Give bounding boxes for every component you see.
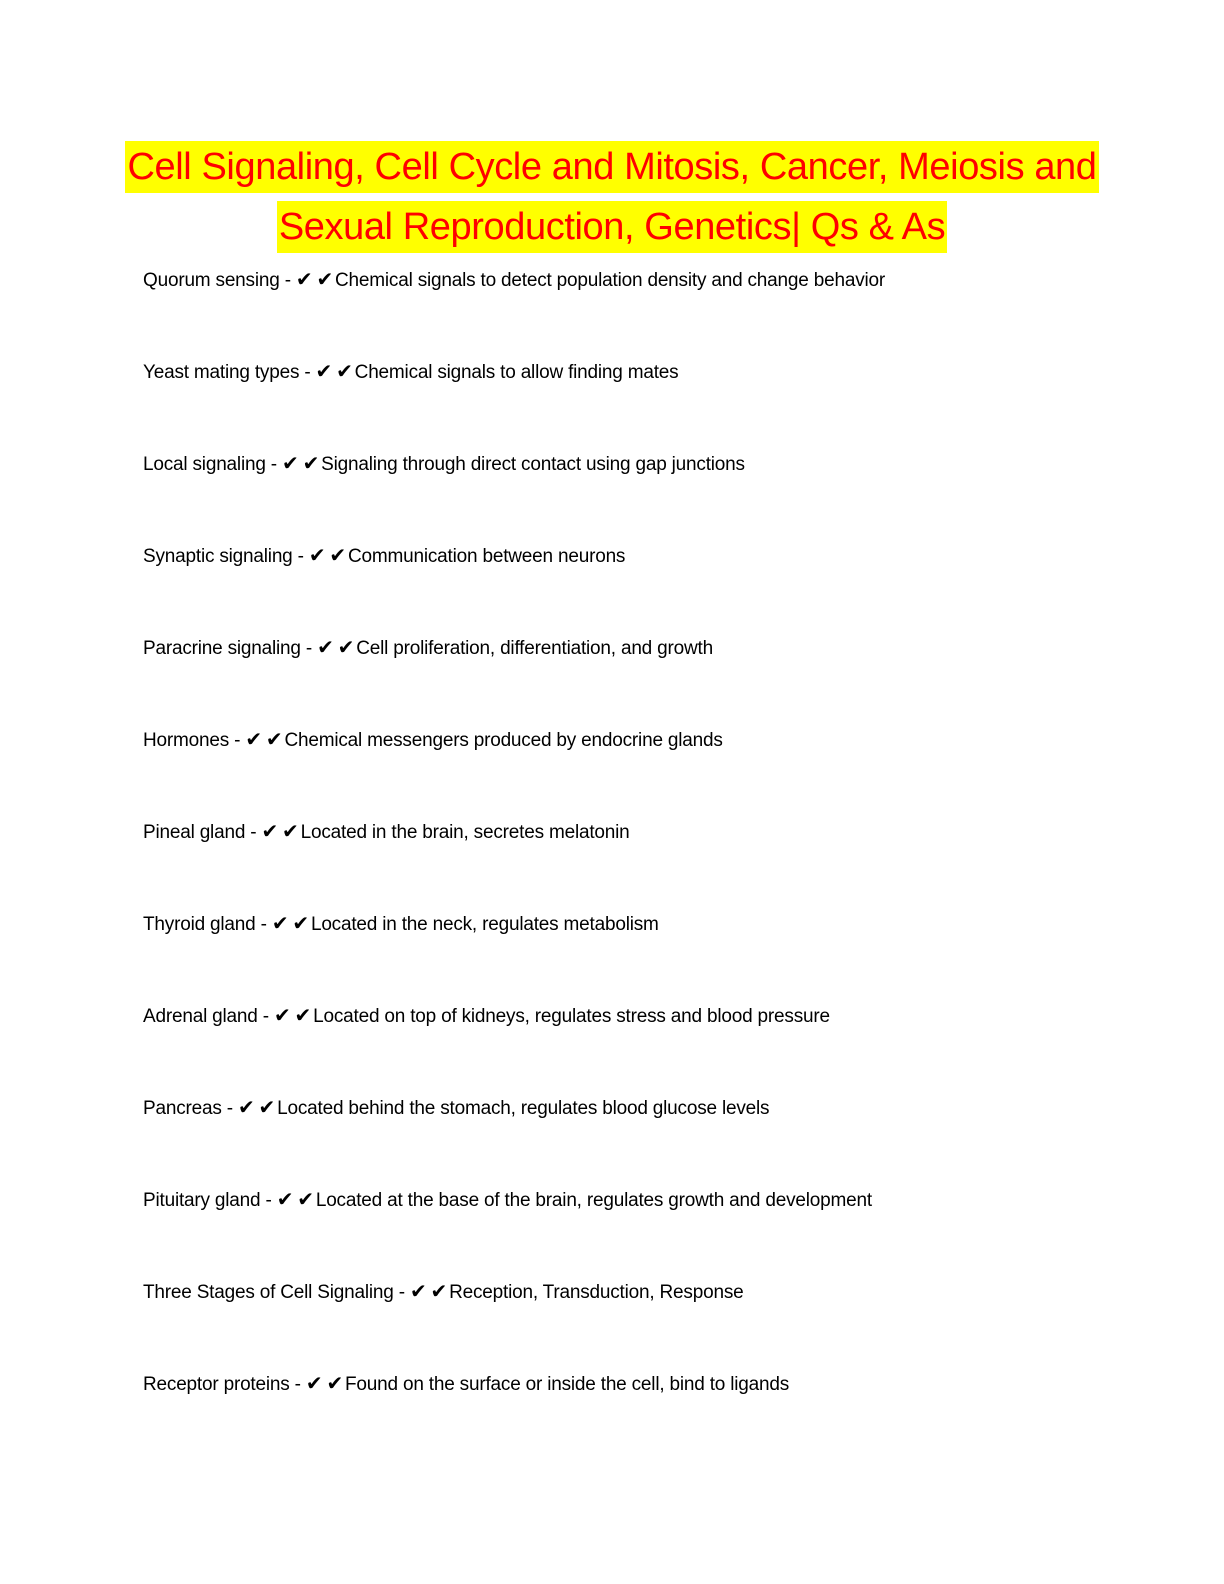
check-icon: ✔	[282, 819, 299, 843]
check-icon: ✔	[305, 1371, 323, 1395]
qa-item	[143, 909, 1103, 1001]
definition: Cell proliferation, differentiation, and growth	[356, 638, 713, 659]
check-icon: ✔	[326, 1371, 343, 1395]
qa-item	[143, 817, 1103, 909]
separator: -	[265, 454, 282, 475]
check-icon: ✔	[273, 1003, 291, 1027]
qa-item	[143, 1277, 1103, 1369]
check-icon: ✔	[329, 543, 346, 567]
check-icon: ✔	[317, 635, 334, 659]
separator: -	[299, 362, 316, 383]
check-icon: ✔	[258, 1095, 276, 1119]
check-icon: ✔	[294, 1003, 312, 1027]
separator: -	[279, 270, 296, 291]
definition: Located behind the stomach, regulates blood glucose levels	[277, 1098, 770, 1119]
separator: -	[255, 914, 272, 935]
term: Pineal gland	[143, 822, 246, 843]
separator: -	[260, 1190, 277, 1211]
check-icon: ✔	[261, 819, 279, 843]
definition: Chemical messengers produced by endocrine glands	[284, 730, 723, 751]
separator: -	[292, 546, 309, 567]
qa-item	[143, 1001, 1103, 1093]
qa-item	[143, 1093, 1103, 1185]
check-icon: ✔	[409, 1279, 427, 1303]
definition: Located in the neck, regulates metabolism	[310, 914, 659, 935]
separator: -	[289, 1374, 306, 1395]
check-icon: ✔	[295, 267, 313, 291]
term: Paracrine signaling	[143, 638, 301, 659]
check-icon: ✔	[276, 1187, 294, 1211]
check-icon: ✔	[265, 727, 283, 751]
term: Three Stages of Cell Signaling	[143, 1282, 394, 1303]
separator: -	[257, 1006, 274, 1027]
document-title	[0, 141, 1224, 261]
check-icon: ✔	[271, 911, 289, 935]
title-line-1: Cell Signaling, Cell Cycle and Mitosis, Cancer, Meiosis and	[125, 141, 1098, 193]
qa-item	[143, 1369, 1103, 1461]
term: Quorum sensing	[143, 270, 280, 291]
check-icon: ✔	[297, 1187, 314, 1211]
definition: Located on top of kidneys, regulates stress and blood pressure	[313, 1006, 830, 1027]
qa-item	[143, 265, 1103, 357]
term: Pancreas	[143, 1098, 222, 1119]
check-icon: ✔	[430, 1279, 448, 1303]
check-icon: ✔	[336, 359, 353, 383]
term: Thyroid gland	[143, 914, 256, 935]
qa-list	[143, 265, 1103, 1461]
check-icon: ✔	[292, 911, 309, 935]
title-line-2: Sexual Reproduction, Genetics| Qs & As	[277, 201, 947, 253]
check-icon: ✔	[245, 727, 262, 751]
definition: Located in the brain, secretes melatonin	[300, 822, 630, 843]
qa-item	[143, 633, 1103, 725]
qa-item	[143, 449, 1103, 541]
definition: Communication between neurons	[347, 546, 626, 567]
term: Yeast mating types	[143, 362, 300, 383]
check-icon: ✔	[337, 635, 355, 659]
separator: -	[221, 1098, 238, 1119]
check-icon: ✔	[237, 1095, 255, 1119]
separator: -	[229, 730, 246, 751]
definition: Signaling through direct contact using gap junctions	[321, 454, 745, 475]
term: Synaptic signaling	[143, 546, 293, 567]
check-icon: ✔	[282, 451, 299, 475]
qa-item	[143, 357, 1103, 449]
qa-item	[143, 725, 1103, 817]
term: Adrenal gland	[143, 1006, 258, 1027]
separator: -	[300, 638, 318, 659]
term: Pituitary gland	[143, 1190, 261, 1211]
check-icon: ✔	[315, 359, 333, 383]
term: Hormones	[143, 730, 230, 751]
check-icon: ✔	[316, 267, 334, 291]
term: Local signaling	[143, 454, 266, 475]
check-icon: ✔	[308, 543, 326, 567]
qa-item	[143, 541, 1103, 633]
definition: Reception, Transduction, Response	[449, 1282, 744, 1303]
check-icon: ✔	[302, 451, 320, 475]
qa-item	[143, 1185, 1103, 1277]
separator: -	[393, 1282, 410, 1303]
definition: Found on the surface or inside the cell, bind to ligands	[345, 1374, 790, 1395]
definition: Chemical signals to allow finding mates	[354, 362, 679, 383]
definition: Located at the base of the brain, regulates growth and development	[315, 1190, 872, 1211]
definition: Chemical signals to detect population density and change behavior	[335, 270, 886, 291]
term: Receptor proteins	[143, 1374, 290, 1395]
separator: -	[245, 822, 262, 843]
